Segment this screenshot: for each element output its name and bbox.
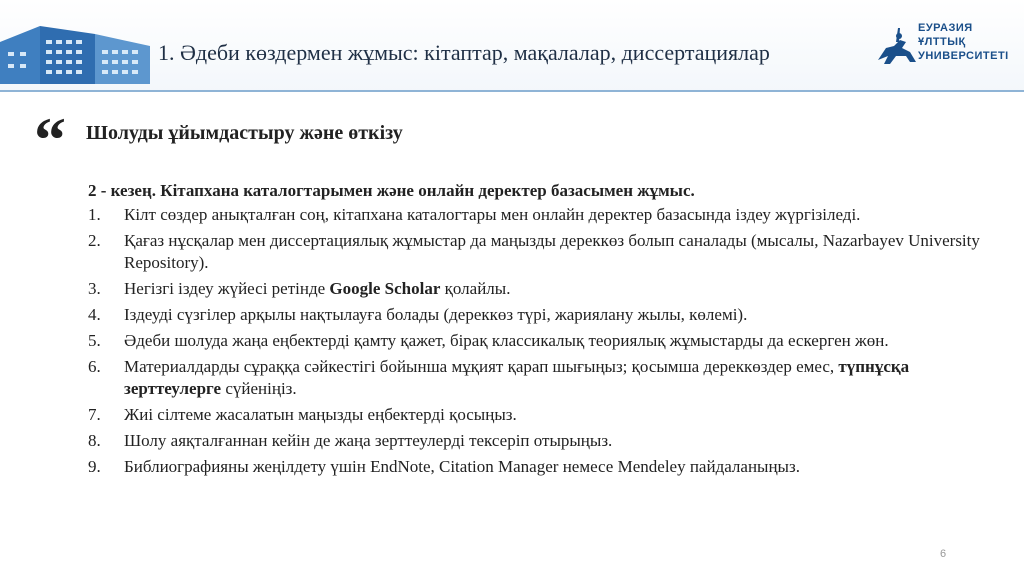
list-item-number: 4. [88, 305, 101, 324]
list-item-number: 8. [88, 431, 101, 450]
list-item-number: 6. [88, 357, 101, 376]
list-item-text: Кілт сөздер анықталған соң, кітапхана каталогтары мен онлайн деректер базасында іздеу жүргізіледі. [124, 205, 861, 224]
list-item [88, 456, 988, 478]
list-item [88, 430, 988, 452]
list-item-text: Іздеуді сүзгілер арқылы нақтылауға болады (дереккөз түрі, жариялану жылы, көлемі). [124, 305, 748, 324]
stage-heading: 2 - кезең. Кітапхана каталогтарымен және онлайн деректер базасымен жұмыс. [88, 181, 695, 200]
section-heading: Шолуды ұйымдастыру және өткізу [86, 122, 403, 144]
list-item-text: Шолу аяқталғаннан кейін де жаңа зерттеулерді тексеріп отырыңыз. [124, 431, 613, 450]
list-item [88, 204, 988, 226]
list-item [88, 230, 988, 274]
list-item [88, 330, 988, 352]
quote-mark-icon: “ [34, 104, 66, 175]
list-item [88, 278, 988, 300]
list-item-text: Негізгі іздеу жүйесі ретінде [124, 279, 330, 298]
list-item [88, 304, 988, 326]
list-item-number: 7. [88, 405, 101, 424]
list-item-number: 9. [88, 457, 101, 476]
rider-horse-icon [872, 22, 922, 72]
university-logo [872, 18, 1022, 80]
list-item [88, 404, 988, 426]
logo-text-line-1: ЕУРАЗИЯ [918, 22, 973, 34]
list-item-number: 3. [88, 279, 101, 298]
list-item-text: Материалдарды сұраққа сәйкестігі бойынша мұқият қарап шығыңыз; қосымша дереккөздер емес, [124, 357, 839, 376]
list-item [88, 356, 988, 400]
list-item-number: 2. [88, 231, 101, 250]
list-item-text: қолайлы. [440, 279, 511, 298]
list-item-text: Әдеби шолуда жаңа еңбектерді қамту қажет, бірақ классикалық теориялық жұмыстарды да ескерген жөн. [124, 331, 889, 350]
university-building-icon [0, 12, 150, 84]
list-item-text: Қағаз нұсқалар мен диссертациялық жұмыстар да маңызды дереккөз болып саналады (мысалы, Nazarbayev University Repository). [124, 231, 980, 272]
slide-title: 1. Әдеби көздермен жұмыс: кітаптар, мақалалар, диссертациялар [158, 40, 770, 65]
list-item-number: 5. [88, 331, 101, 350]
list-item-text: Жиі сілтеме жасалатын маңызды еңбектерді қосыңыз. [124, 405, 517, 424]
list-item-emphasis: Google Scholar [329, 279, 441, 298]
slide-header [0, 0, 1024, 92]
list-item-text: Библиографияны жеңілдету үшін EndNote, Citation Manager немесе Mendeley пайдаланыңыз. [124, 457, 800, 476]
page-number: 6 [940, 548, 947, 560]
numbered-list [88, 204, 988, 482]
list-item-number: 1. [88, 205, 101, 224]
logo-text-line-3: УНИВЕРСИТЕТІ [918, 50, 1009, 62]
logo-text-line-2: ҰЛТТЫҚ [918, 36, 966, 48]
list-item-emphasis: түпнұсқа зерттеулерге [124, 357, 910, 398]
list-item-text: сүйеніңіз. [221, 379, 297, 398]
